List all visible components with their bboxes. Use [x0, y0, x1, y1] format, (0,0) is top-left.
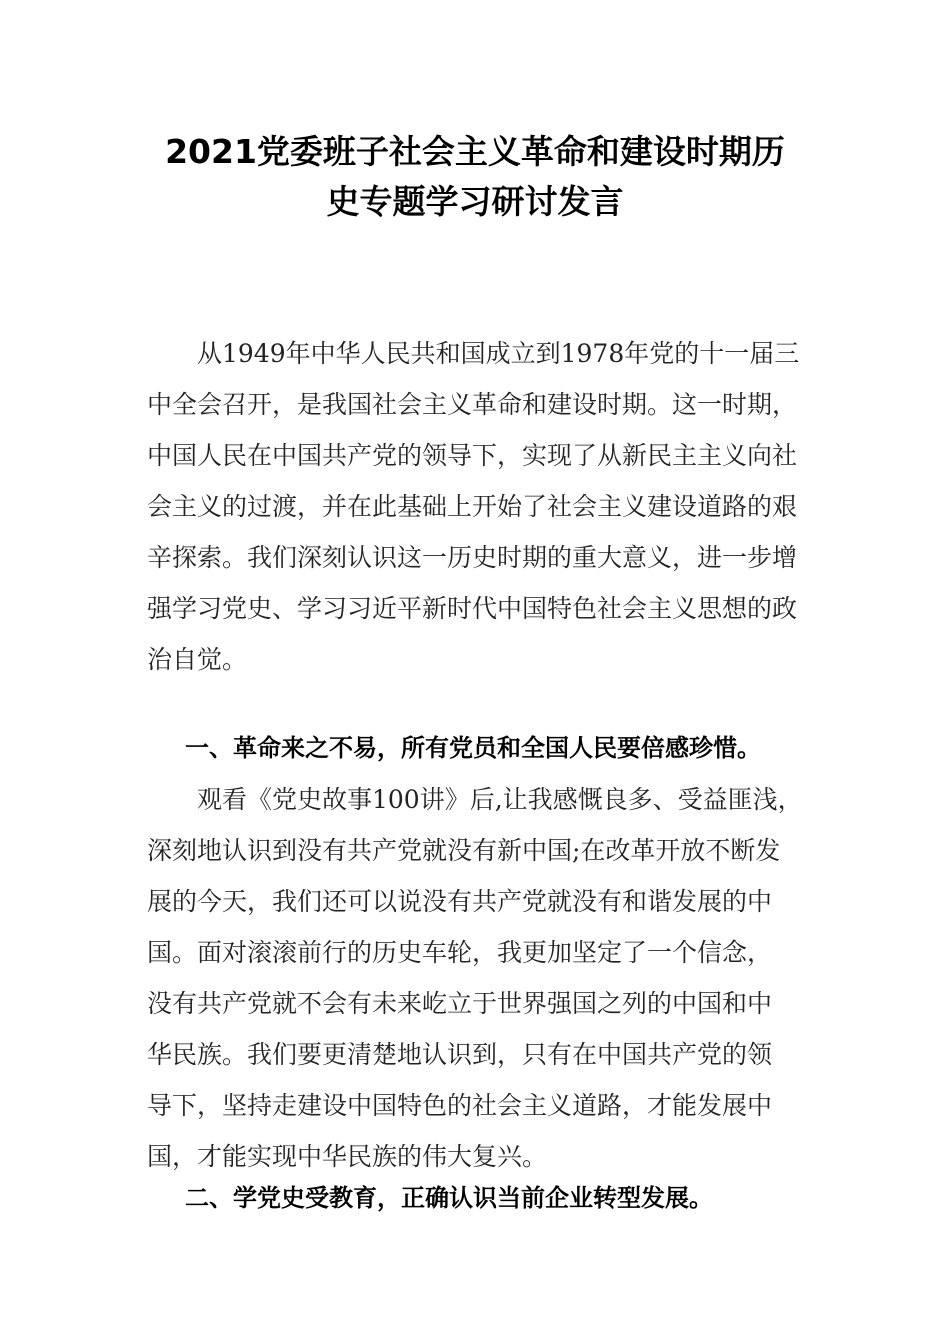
intro-line: 强学习党史、学习习近平新时代中国特色社会主义思想的政: [147, 594, 798, 623]
section-2-heading: 二、学党史受教育，正确认识当前企业转型发展。: [185, 1184, 713, 1212]
section-1-line: 展的今天，我们还可以说没有共产党就没有和谐发展的中: [147, 887, 773, 916]
intro-line: 辛探索。我们深刻认识这一历史时期的重大意义，进一步增: [147, 543, 798, 572]
section-1-line: 没有共产党就不会有未来屹立于世界强国之列的中国和中: [147, 989, 773, 1018]
intro-paragraph: [147, 328, 811, 685]
intro-line: 会主义的过渡，并在此基础上开始了社会主义建设道路的艰: [147, 492, 798, 521]
intro-line: 从1949年中华人民共和国成立到1978年党的十一届三: [147, 339, 800, 368]
section-1-line: 深刻地认识到没有共产党就没有新中国;在改革开放不断发: [147, 836, 781, 865]
section-1-line: 国。面对滚滚前行的历史车轮，我更加坚定了一个信念，: [147, 938, 773, 967]
section-1-line: 观看《党史故事100讲》后,让我感慨良多、受益匪浅，: [147, 785, 803, 814]
intro-line: 中国人民在中国共产党的领导下，实现了从新民主主义向社: [147, 441, 798, 470]
intro-line: 中全会召开，是我国社会主义革命和建设时期。这一时期，: [147, 390, 798, 419]
section-1-heading: 一、革命来之不易，所有党员和全国人民要倍感珍惜。: [185, 734, 761, 762]
title-line-1: 2021党委班子社会主义革命和建设时期历: [165, 132, 785, 171]
title-line-2: 史专题学习研讨发言: [326, 182, 624, 221]
section-1-line: 导下，坚持走建设中国特色的社会主义道路，才能发展中: [147, 1091, 773, 1120]
section-1-line: 华民族。我们要更清楚地认识到，只有在中国共产党的领: [147, 1040, 773, 1069]
section-1-line: 国，才能实现中华民族的伟大复兴。: [147, 1142, 548, 1171]
section-1-paragraph: [147, 774, 811, 1182]
intro-line: 治自觉。: [147, 645, 248, 674]
document-title: [120, 127, 830, 227]
